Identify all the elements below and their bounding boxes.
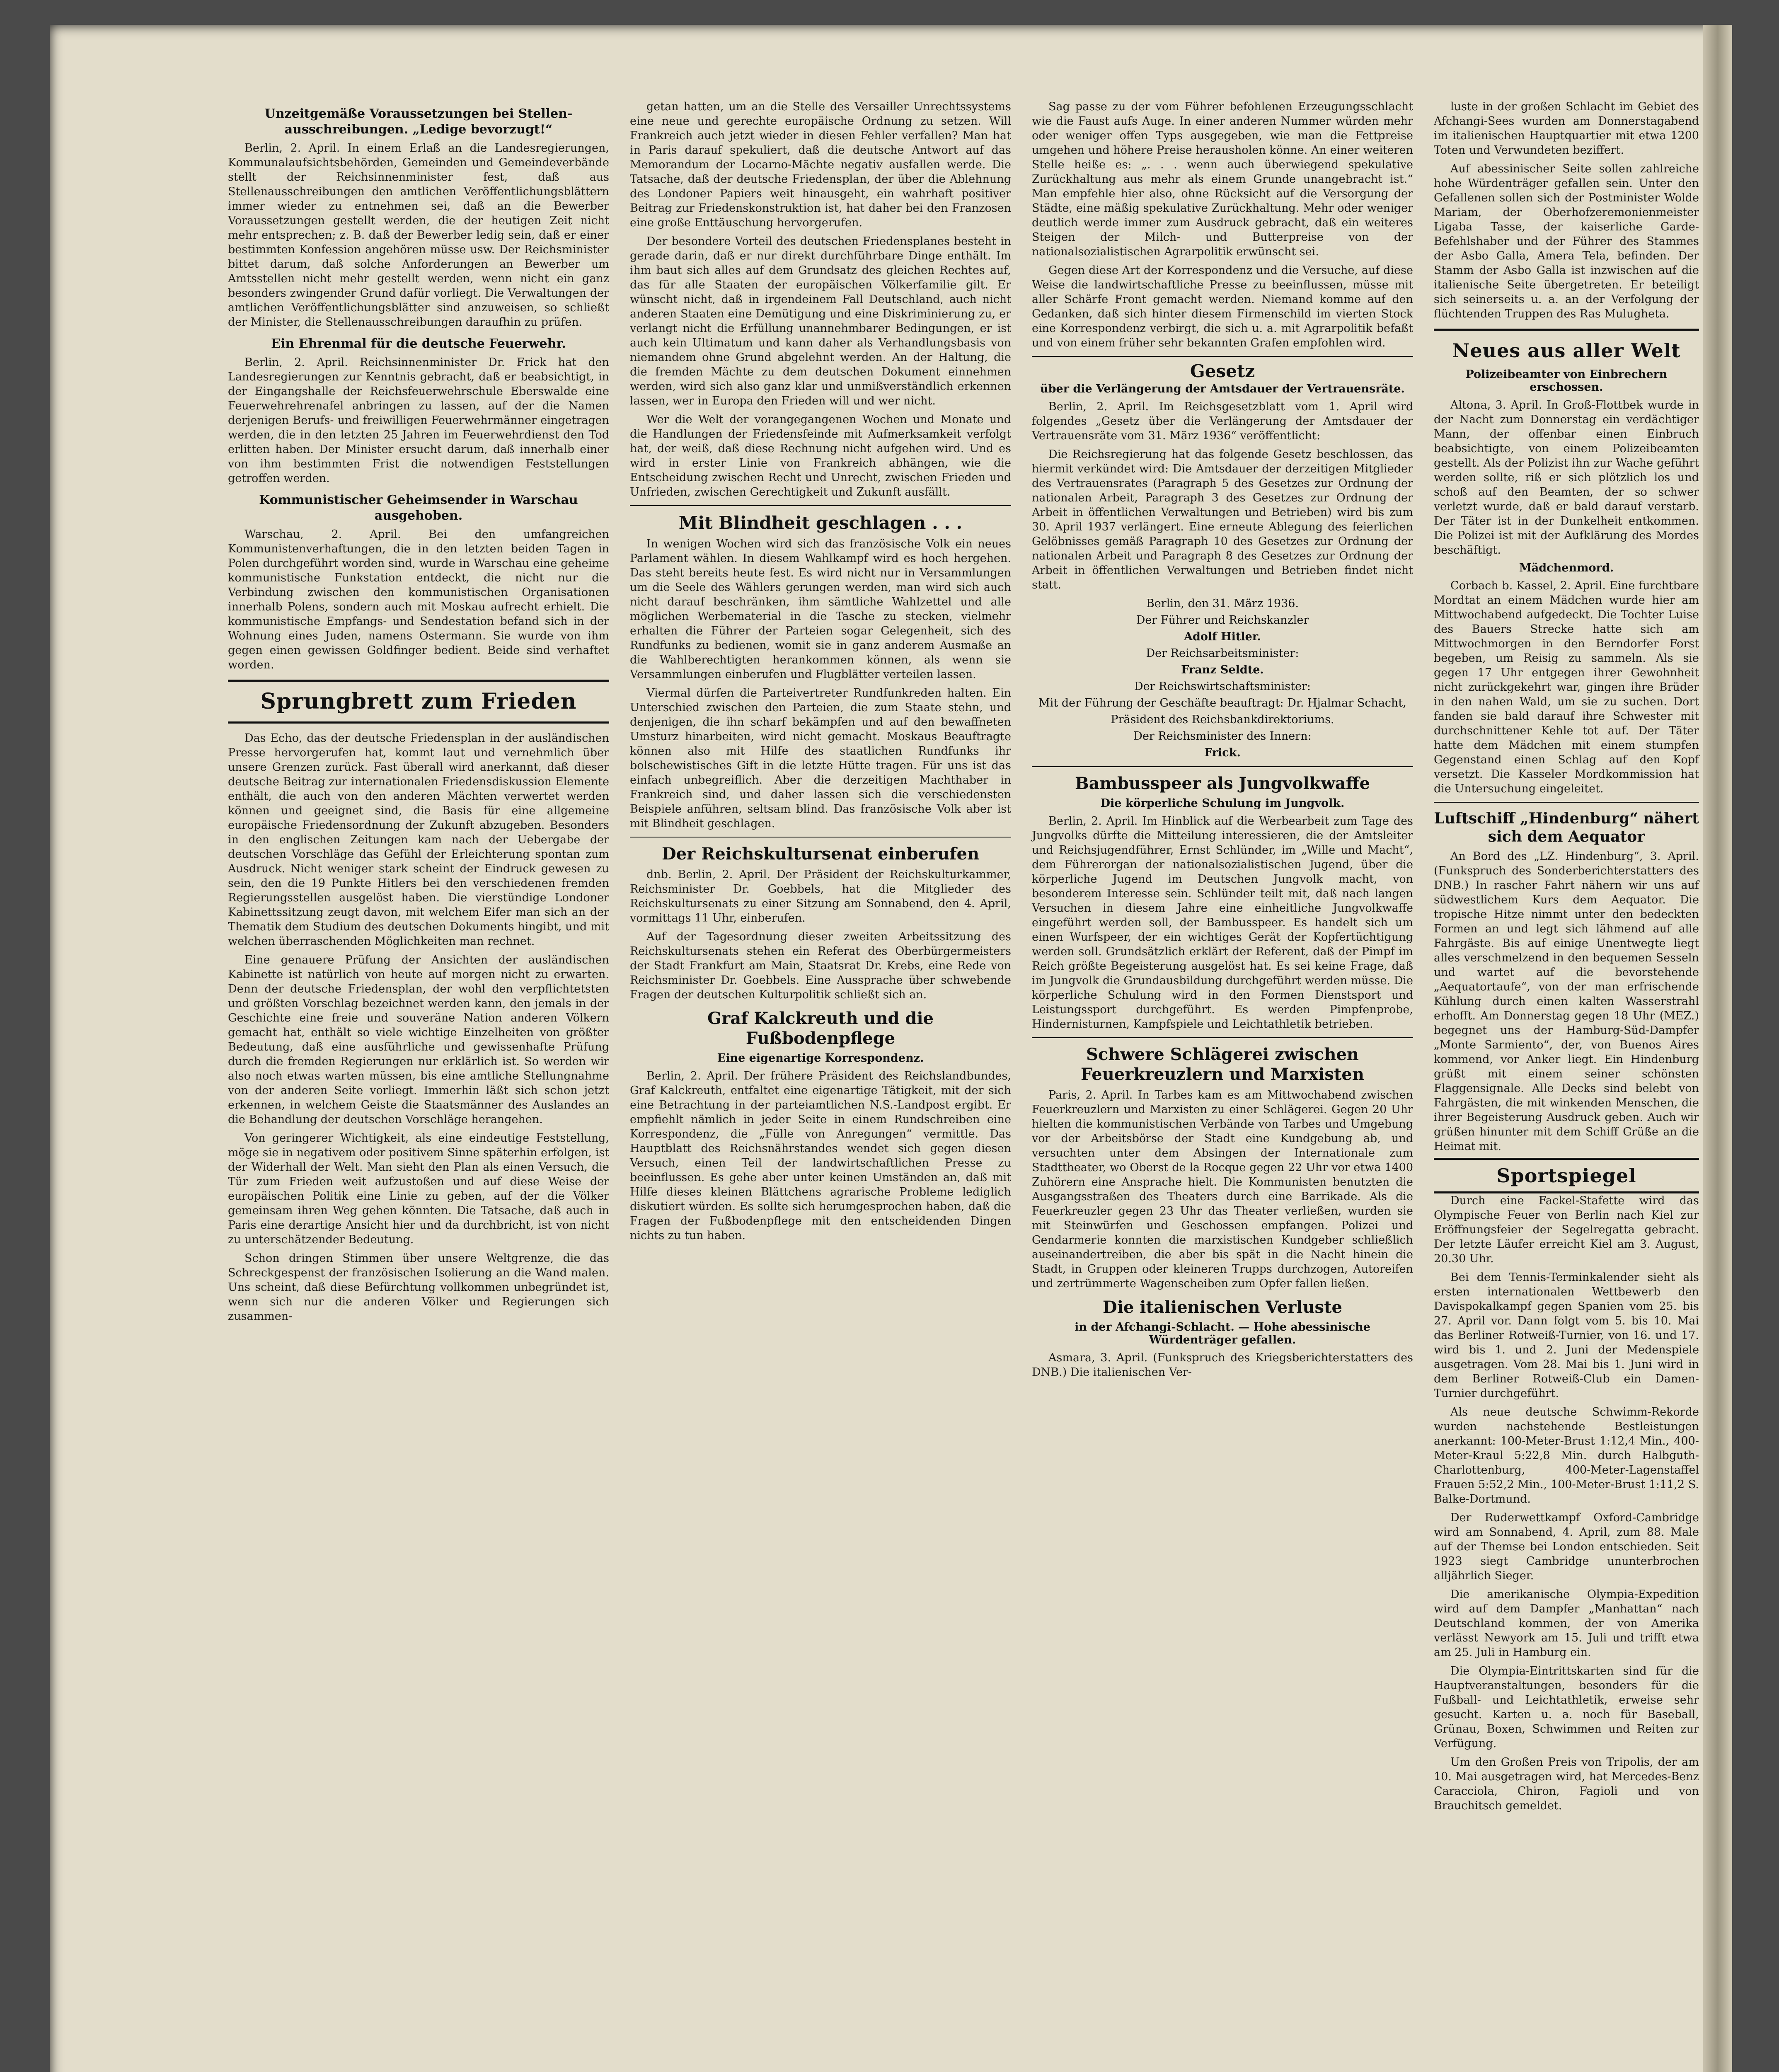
article-text: Als neue deutsche Schwimm-Rekorde wurden nachstehende Bestleistungen anerkannt: 100-Meter-Brust 1:12,4 Min., 400-Meter-Kraul 5:22,8 Min. durch Halbguth-Charlottenburg, 400-Meter-Lagenstaffel Frauen 5:52,2 Min., 100-Meter-Brust 1:11,2 S. Balke-Dortmund. — [1434, 1406, 1699, 1506]
subheadline: Eine eigenartige Korrespondenz. — [717, 1052, 924, 1065]
subheadline-maedchenmord: Mädchenmord. — [1519, 562, 1614, 574]
signature-line: Der Führer und Reichskanzler — [1136, 614, 1309, 627]
signature-line: Präsident des Reichsbankdirektoriums. — [1111, 713, 1334, 726]
page-binding — [1703, 25, 1732, 2072]
article-text: Corbach b. Kassel, 2. April. Eine furchtbare Mordtat an einem Mädchen wurde hier am Mittwochabend aufgedeckt. Die Tochter Luise des Bauers Strecke hatte sich am Mittwochmorgen in den Berndorfer Forst begeben, um Reisig zu sammeln. Als sie gegen 17 Uhr entgegen ihrer Gewohnheit nicht zurückgekehrt war, gingen ihre Brüder in den nahen Wald, um sie zu suchen. Dort fanden sie bald darauf ihre Schwester mit durchschnittener Kehle tot auf. Der Täter hatte dem Mädchen mit einem stumpfen Gegenstand einen Schlag auf den Kopf versetzt. Die Kasseler Mordkommission hat die Untersuchung eingeleitet. — [1434, 579, 1699, 795]
article-text: Auf abessinischer Seite sollen zahlreiche hohe Würdenträger gefallen sein. Unter den Gefallenen sollen sich der Postminister Wolde Mariam, der Oberhofzeremonienmeister Ligaba Tasse, der kaiserliche Garde-Befehlshaber und der Führer des Stammes der Asbo Galla, Amera Tela, befinden. Der Stamm der Asbo Galla ist inzwischen auf die italienische Seite übergetreten. Er beteiligt sich seinerseits u. a. an der Verfolgung der flüchtenden Truppen des Ras Mulugheta. — [1434, 162, 1699, 320]
article-text: Berlin, 2. April. Der frühere Präsident des Reichslandbundes, Graf Kalckreuth, entfaltet eine eigenartige Tätigkeit, mit der sich eine Betrachtung in der parteiamtlichen N.S.-Landpost ergibt. Er empfiehlt nämlich in jeder Seite in einem Rundschreiben eine Korrespondenz, die „Fülle von Anregungen“ vermittle. Das Hauptblatt des Reichsnährstandes wendet sich gegen diesen Versuch, einen Teil der landwirtschaftlichen Presse zu beeinflussen. Es gehe aber unter keinen Umständen an, daß mit Hilfe dieses kleinen Blättchens agrarische Probleme lediglich diskutiert würden. Es sollte sich herumgesprochen haben, daß die Fragen der Fußbodenpflege mit den entscheidenden Dingen nichts zu tun haben. — [630, 1070, 1011, 1242]
divider — [1032, 356, 1413, 357]
article-text: Der besondere Vorteil des deutschen Friedensplanes besteht in gerade darin, daß er nur direkt durchführbare Dinge enthält. Im ihm baut sich alles auf dem Grundsatz des gleichen Rechtes auf, das für alle Staaten der europäischen Völkerfamilie gilt. Er wünscht nicht, daß in irgendeinem Fall Deutschland, auch nicht anderen Staaten eine Demütigung und eine Diskriminierung zu, er verlangt nicht die Erfüllung unannehmbarer Bedingungen, er ist auch kein Ultimatum und kann daher als Verhandlungsbasis von niemandem ohne Grund abgelehnt werden. An der Haltung, die die fremden Mächte zu dem deutschen Dokument einnehmen werden, wird sich also ganz klar und unmißverständlich erkennen lassen, wer in Europa den Frieden will und wer nicht. — [630, 235, 1011, 407]
article-text: Schon dringen Stimmen über unsere Weltgrenze, die das Schreckgespenst der französischen Isolierung an die Wand malen. Uns scheint, daß diese Befürchtung vollkommen unbegründet ist, wenn sich nur die anderen Völker und Regierungen sich zusammen- — [228, 1252, 609, 1323]
headline-hindenburg: Luftschiff „Hindenburg“ nähert sich dem Aequator — [1434, 810, 1699, 845]
article-text: luste in der großen Schlacht im Gebiet des Afchangi-Sees wurden am Donnerstagabend im italienischen Hauptquartier mit etwa 1200 Toten und Verwundeten beziffert. — [1434, 100, 1699, 157]
headline-sportspiegel: Sportspiegel — [1496, 1164, 1636, 1187]
column-2 — [630, 99, 1011, 1247]
subheadline: Die körperliche Schulung im Jungvolk. — [1100, 797, 1345, 810]
article-text: Wer die Welt der vorangegangenen Wochen und Monate und die Handlungen der Friedensfeinde mit Aufmerksamkeit verfolgt hat, der weiß, daß diese Rechnung nicht aufgehen wird. Und es wird in erster Linie von Frankreich abhängen, wie die Entscheidung zwischen Recht und Unrecht, zwischen Frieden und Unfrieden, zwischen Gerechtigkeit und Zukunft ausfällt. — [630, 413, 1011, 499]
article-text: Berlin, 2. April. In einem Erlaß an die Landesregierungen, Kommunalaufsichtsbehörden, Gemeinden und Gemeindeverbände stellt der Reichsinnenminister fest, daß aus Stellenausschreibungen den amtlichen Veröffentlichungsblättern immer wieder zu entnehmen sei, daß an die Bewerber Voraussetzungen gestellt werden, die der heutigen Zeit nicht mehr entsprechen; z. B. daß der Bewerber ledig sein, daß er einer bestimmten Konfession angehören müsse usw. Der Reichsminister bittet darum, daß solche Anforderungen an Bewerber um Amtsstellen nicht mehr gestellt werden, wenn nicht ein ganz besonders zwingender Grund dafür vorliegt. Die Verwaltungen der amtlichen Veröffentlichungsblätter sind anzuweisen, so schließt der Minister, die Stellenausschreibungen daraufhin zu prüfen. — [228, 142, 609, 329]
article-text: Asmara, 3. April. (Funkspruch des Kriegsberichterstatters des DNB.) Die italienischen Ver- — [1032, 1351, 1413, 1379]
headline-geheimsender: Kommunistischer Geheimsender in Warschau ausgehoben. — [259, 493, 578, 523]
divider — [228, 721, 609, 724]
signature-line: Der Reichsarbeitsminister: — [1146, 647, 1299, 660]
article-text: Auf der Tagesordnung dieser zweiten Arbeitssitzung des Reichskultursenats stehen ein Referat des Oberbürgermeisters der Stadt Frankfurt am Main, Staatsrat Dr. Krebs, eine Rede von Reichsminister Dr. Goebbels. Eine Aussprache über schwebende Fragen der deutschen Kulturpolitik schließt sich an. — [630, 930, 1011, 1001]
article-text: Berlin, 2. April. Reichsinnenminister Dr. Frick hat den Landesregierungen zur Kenntnis gebracht, daß er beabsichtigt, in der Eingangshalle der Reichsfeuerwehrschule Eberswalde eine Feuerwehrehrenafel anbringen zu lassen, auf der die Namen derjenigen Berufs- und freiwilligen Feuerwehrmänner eingetragen werden, die in den letzten 25 Jahren im Feuerwehrdienst den Tod erlitten haben. Der Minister ersucht darum, daß innerhalb einer von ihm bestimmten Frist die notwendigen Feststellungen getroffen werden. — [228, 356, 609, 485]
article-text: Bei dem Tennis-Terminkalender sieht als ersten internationalen Wettbewerb den Davispokalkampf gegen Spanien vom 25. bis 27. April vor. Dann folgt vom 5. bis 10. Mai das Berliner Rotweiß-Turnier, von 16. und 17. wird bis 1. und 2. Juni der Medenspiele ausgetragen. Vom 28. Mai bis 1. Juni wird in dem Berliner Rotweiß-Club ein Damen-Turnier durchgeführt. — [1434, 1271, 1699, 1400]
headline-italienische-verluste: Die italienischen Verluste — [1103, 1297, 1342, 1317]
signature-name: Franz Seldte. — [1181, 663, 1264, 676]
article-text: Von geringerer Wichtigkeit, als eine eindeutige Feststellung, möge sie in negativem oder positivem Sinne späterhin erfolgen, ist der Widerhall der Welt. Man sieht den Plan als einen Versuch, die Tür zum Frieden weit aufzustoßen und auf diese Weise der europäischen Politik eine Linie zu geben, auf der die Völker gemeinsam ihren Weg gehen könnten. Die Tatsache, daß auch in Paris eine derartige Ansicht hier und da durchbricht, ist von nicht zu unterschätzender Bedeutung. — [228, 1132, 609, 1246]
divider — [1434, 329, 1699, 331]
article-text: Die amerikanische Olympia-Expedition wird auf dem Dampfer „Manhattan“ nach Deutschland kommen, der von Amerika verlässt Newyork am 15. Juli und trifft etwa am 25. Juli in Hamburg ein. — [1434, 1588, 1699, 1659]
divider — [630, 505, 1011, 506]
column-3 — [1032, 99, 1413, 1384]
subheadline: in der Afchangi-Schlacht. — Hohe abessinische Würdenträger gefallen. — [1075, 1321, 1370, 1346]
headline-stellenausschreibungen: Unzeitgemäße Voraussetzungen bei Stellen-ausschreibungen. „Ledige bevorzugt!“ — [264, 107, 573, 137]
divider — [228, 680, 609, 682]
article-text: dnb. Berlin, 2. April. Der Präsident der Reichskulturkammer, Reichsminister Dr. Goebbels, hat die Mitglieder des Reichskultursenats zu einer Sitzung am Sonnabend, den 4. April, vormittags 11 Uhr, einberufen. — [630, 868, 1011, 925]
article-text: Die Reichsregierung hat das folgende Gesetz beschlossen, das hiermit verkündet wird: Die Amtsdauer der derzeitigen Mitglieder des Vertrauensrates (Paragraph 5 des Gesetzes zur Ordnung der nationalen Arbeit, Paragraph 3 des Gesetzes zur Ordnung der Arbeit in öffentlichen Verwaltungen und Betrieben) wird bis zum 30. April 1937 verlängert. Eine erneute Ablegung des feierlichen Gelöbnisses gemäß Paragraph 10 des Gesetzes zur Ordnung der nationalen Arbeit und Paragraph 8 des Gesetzes zur Ordnung der Arbeit in öffentlichen Verwaltungen und Betrieben findet nicht statt. — [1032, 448, 1413, 591]
article-text: Das Echo, das der deutsche Friedensplan in der ausländischen Presse hervorgerufen hat, kommt laut und vernehmlich über unsere Grenzen zurück. Fast überall wird anerkannt, daß dieser deutsche Beitrag zur internationalen Friedensdiskussion Elemente enthält, die auch von den anderen Mächten verwertet werden können und geeignet sind, die Basis für eine allgemeine europäische Friedensordnung der Zukunft abzugeben. Besonders in den englischen Zeitungen kam nach der Uebergabe der deutschen Vorschläge das Gefühl der Erleichterung spontan zum Ausdruck. Nicht weniger stark scheint der Eindruck gewesen zu sein, den die 19 Punkte Hitlers bei den verschiedenen fremden Regierungsstellen ausgelöst haben. Die vierstündige Londoner Kabinettssitzung zeugt davon, mit welchem Eifer man sich an der Thematik dem Studium des deutschen Dokuments hingibt, und mit welchen überraschenden Möglichkeiten man rechnet. — [228, 732, 609, 948]
signature-name: Frick. — [1204, 746, 1241, 759]
article-text: Um den Großen Preis von Tripolis, der am 10. Mai ausgetragen wird, hat Mercedes-Benz Caracciola, Chiron, Fagioli und von Brauchitsch gemeldet. — [1434, 1756, 1699, 1812]
article-text: Durch eine Fackel-Stafette wird das Olympische Feuer von Berlin nach Kiel zur Eröffnungsfeier der Segelregatta gebracht. Der letzte Läufer erreicht Kiel am 3. August, 20.30 Uhr. — [1434, 1194, 1699, 1265]
subheadline: Polizeibeamter von Einbrechern erschossen. — [1465, 368, 1668, 394]
newspaper-page — [50, 25, 1732, 2072]
article-text: Berlin, 2. April. Im Hinblick auf die Werbearbeit zum Tage des Jungvolks dürfte die Mitteilung interessieren, die der Amtsleiter und Reichsjugendführer, Ernst Schlünder, im „Wille und Macht“, dem Führerorgan der nationalsozialistischen Jugend, über die körperliche Jugend im Deutschen Jungvolk macht, von besonderem Interesse sein. Schlünder teilt mit, daß nach langen Versuchen in diesem Jahre eine einheitliche Jungvolkwaffe eingeführt werden soll, der Bambusspeer. Es handelt sich um einen Wurfspeer, der ein wichtiges Gerät der Kopfertüchtigung werden soll. Grundsätzlich erklärt der Referent, daß der Pimpf im Reich größte Begeisterung ausgelöst hat. Es sei keine Frage, daß im Jungvolk die Grundausbildung durchgeführt werden müsse. Die körperliche Schulung wird in den Formen Dienstsport und Leistungssport durchgeführt. Es werden Pimpfenprobe, Hindernisturnen, Kampfspiele und Leichtathletik betrieben. — [1032, 815, 1413, 1031]
headline-blindheit: Mit Blindheit geschlagen . . . — [678, 513, 963, 533]
subheadline: über die Verlängerung der Amtsdauer der Vertrauensräte. — [1040, 382, 1405, 395]
article-text: Eine genauere Prüfung der Ansichten der ausländischen Kabinette ist natürlich von heute auf morgen nicht zu erwarten. Denn der deutsche Friedensplan, der wohl den verpflichtetsten und größten Vorschlag bezeichnet werden kann, den jemals in der Geschichte eine freie und souveräne Nation anderen Völkern gemacht hat, enthält so viele wichtige Einzelheiten von größter Bedeutung, daß eine ausführliche und gewissenhafte Prüfung durch die fremden Regierungen nur erklärlich ist. So werden wir also noch etwas warten müssen, bis eine amtliche Stellungnahme von der anderen Seite vorliegt. Immerhin läßt sich schon jetzt erkennen, in welchem Geiste die Staatsmänner des Auslandes an die Behandlung der deutschen Vorschläge herangehen. — [228, 954, 609, 1126]
divider — [1032, 1037, 1413, 1038]
article-text: Gegen diese Art der Korrespondenz und die Versuche, auf diese Weise die landwirtschaftliche Presse zu beeinflussen, müsse mit aller Schärfe Front gemacht werden. Niemand komme auf den Gedanken, daß sich hinter diesem Firmenschild im vierten Stock eine Korrespondenz verbirgt, die sich u. a. mit Agrarpolitik befaßt und von einem früher sehr bekannten Grafen empfohlen wird. — [1032, 264, 1413, 349]
article-text: Berlin, 2. April. Im Reichsgesetzblatt vom 1. April wird folgendes „Gesetz über die Verlängerung der Amtsdauer der Vertrauensräte vom 31. März 1936“ veröffentlicht: — [1032, 400, 1413, 442]
headline-kalckreuth: Graf Kalckreuth und die Fußbodenpflege — [707, 1009, 934, 1048]
headline-ehrenmal: Ein Ehrenmal für die deutsche Feuerwehr. — [271, 336, 566, 351]
headline-reichskultursenat: Der Reichskultursenat einberufen — [661, 844, 979, 864]
article-text: Die Olympia-Eintrittskarten sind für die Hauptveranstaltungen, besonders für die Fußball- und Leichtathletik, erweise sehr gesucht. Karten u. a. noch für Baseball, Grünau, Boxen, Schwimmen und Reiten zur Verfügung. — [1434, 1665, 1699, 1750]
article-text: Altona, 3. April. In Groß-Flottbek wurde in der Nacht zum Donnerstag ein verdächtiger Mann, der offenbar einen Einbruch beabsichtigte, von einem Polizeibeamten gestellt. Als der Polizist ihn zur Wache geführt werden sollte, riß er sich plötzlich los und schoß auf den Beamten, der so schwer verletzt wurde, daß er bald darauf verstarb. Der Täter ist in der Dunkelheit entkommen. Die Polizei ist mit der Aufklärung des Mordes beschäftigt. — [1434, 399, 1699, 557]
column-1 — [228, 99, 609, 1328]
signature-line: Der Reichsminister des Innern: — [1133, 730, 1312, 743]
signature-line: Mit der Führung der Geschäfte beauftragt: Dr. Hjalmar Schacht, — [1038, 697, 1406, 709]
signature-date: Berlin, den 31. März 1936. — [1146, 597, 1299, 610]
article-text: Der Ruderwettkampf Oxford-Cambridge wird am Sonnabend, 4. April, zum 88. Male auf der Themse bei London entschieden. Seit 1923 siegt Cambridge ununterbrochen alljährlich Sieger. — [1434, 1511, 1699, 1582]
signature-line: Der Reichswirtschaftsminister: — [1134, 680, 1311, 693]
article-text: An Bord des „LZ. Hindenburg“, 3. April. (Funkspruch des Sonderberichterstatters des DNB.) In rascher Fahrt nähern wir uns auf südwestlichem Kurs dem Aequator. Die tropische Hitze nimmt unter den bedeckten Formen an und legt sich lähmend auf alle Fahrgäste. Bis auf einige Unentwegte liegt alles verschmelzend in den bequemen Sesseln und wartet auf die bevorstehende „Aequatortaufe“, von der man erfrischende Kühlung durch einen kalten Wasserstrahl erhofft. Am Donnerstag gegen 18 Uhr (MEZ.) begegnet uns der Hamburg-Süd-Dampfer „Monte Sarmiento“, der, von Buenos Aires kommend, vor Anker liegt. Ein Hindenburg grüßt mit einem seiner schönsten Flaggensignale. Alle Decks sind belebt von Fahrgästen, die mit winkenden Menschen, die ihrer Begeisterung Ausdruck geben. Auch wir grüßen hinunter mit dem Schiff Grüße an die Heimat mit. — [1434, 850, 1699, 1153]
headline-neues-aus-aller-welt: Neues aus aller Welt — [1452, 339, 1681, 362]
headline-sprungbrett: Sprungbrett zum Frieden — [260, 689, 577, 714]
divider — [1032, 766, 1413, 767]
divider — [630, 837, 1011, 838]
article-text: In wenigen Wochen wird sich das französische Volk ein neues Parlament wählen. In diesem Wahlkampf wird es hoch hergehen. Das steht bereits heute fest. Es wird nicht nur in Versammlungen um die Seele des Wählers gerungen werden, man wird sich auch nicht darauf beschränken, ihm sämtliche Wahlzettel und alle möglichen Werbematerial in die Tasche zu stecken, vielmehr erhalten die Führer der Parteien sogar Gelegenheit, sich des Rundfunks zu bedienen, womit sie in ganz anderem Ausmaße an die Wahlberechtigten herankommen können, als wenn sie Versammlungen einberufen und Flugblätter verteilen lassen. — [630, 537, 1011, 681]
article-text: Viermal dürfen die Parteivertreter Rundfunkreden halten. Ein Unterschied zwischen den Parteien, die zum Staate stehn, und denjenigen, die ihn scharf bekämpfen und auf den bewaffneten Umsturz hinarbeiten, wird nicht gemacht. Moskaus Beauftragte können also mit Hilfe des staatlichen Rundfunks ihr bolschewistisches Gift in die letzte Hütte tragen. Für uns ist das einfach unbegreiflich. Aber die derzeitigen Machthaber in Frankreich sind, und daher lassen sich die verschiedensten Beispiele anführen, seltsam blind. Das französische Volk aber ist mit Blindheit geschlagen. — [630, 687, 1011, 830]
headline-schlaegerei: Schwere Schlägerei zwischen Feuerkreuzlern und Marxisten — [1081, 1045, 1364, 1084]
headline-bambusspeer: Bambusspeer als Jungvolkwaffe — [1075, 774, 1370, 793]
divider — [1434, 802, 1699, 803]
column-4 — [1434, 99, 1699, 1817]
sport-headline-box — [1434, 1158, 1699, 1193]
article-text: getan hatten, um an die Stelle des Versailler Unrechtssystems eine neue und gerechte europäische Ordnung zu setzen. Will Frankreich auch jetzt wieder in diesen Fehler verfallen? Man hat in Paris darauf spekuliert, daß die deutsche Antwort auf das Memorandum der Locarno-Mächte negativ ausfallen werde. Die Tatsache, daß der deutsche Friedensplan, der über die Ablehnung des Londoner Papiers weit hinausgeht, ein wahrhaft positiver Beitrag zur Friedenskonstruktion ist, hat daher bei den Franzosen eine große Enttäuschung hervorgerufen. — [630, 100, 1011, 229]
article-text: Warschau, 2. April. Bei den umfangreichen Kommunistenverhaftungen, die in den letzten beiden Tagen in Polen durchgeführt worden sind, wurde in Warschau eine geheime kommunistische Funkstation entdeckt, die nicht nur die Verbindung zwischen den kommunistischen Organisationen innerhalb Polens, sondern auch mit Moskau aufrecht erhielt. Die kommunistische Empfangs- und Sendestation befand sich in der Wohnung eines Juden, namens Ostermann. Sie wurde von ihm gegen einen gewissen Goldfinger bedient. Beide sind verhaftet worden. — [228, 528, 609, 671]
signature-name: Adolf Hitler. — [1184, 630, 1261, 643]
article-text: Paris, 2. April. In Tarbes kam es am Mittwochabend zwischen Feuerkreuzlern und Marxisten zu einer Schlägerei. Gegen 20 Uhr hielten die kommunistischen Verbände von Tarbes und Umgebung vor der Arbeitsbörse der Stadt eine Kundgebung ab, und versuchten unter dem Absingen der Internationale zum Stadttheater, wo Oberst de la Rocque gegen 22 Uhr vor etwa 1400 Zuhörern eine Ansprache hielt. Die Kommunisten benutzten die Ausgangsstraßen des Theaters durch eine Barrikade. Als die Feuerkreuzler gegen 23 Uhr das Theater verließen, wurden sie mit Steinwürfen und Geschossen empfangen. Polizei und Gendarmerie konnten die marxistischen Kundgeber schließlich auseinandertreiben, die aber bis spät in die Nacht hinein die Stadt, in Gruppen oder kleineren Trupps durchzogen, Autoreifen und zertrümmerte Wagenscheiben zum Opfer fallen ließen. — [1032, 1089, 1413, 1290]
headline-gesetz: Gesetz — [1190, 361, 1255, 381]
article-text: Sag passe zu der vom Führer befohlenen Erzeugungsschlacht wie die Faust aufs Auge. In einer anderen Nummer würden mehr oder weniger offen Typs ausgegeben, wie man die Fettpreise umgehen und höhere Preise herausholen könne. An einer weiteren Stelle heiße es: „. . . wenn auch überwiegend spekulative Zurückhaltung aus mehr als einem Grunde unangebracht ist.“ Man empfehle hier also, ohne Rücksicht auf die Versorgung der Städte, eine mäßig spekulative Zurückhaltung. Mehr oder weniger deutlich werde immer zum Ausdruck gebracht, daß ein weiteres Steigen der Milch- und Butterpreise von der nationalsozialistischen Agrarpolitik erwünscht sei. — [1032, 100, 1413, 258]
